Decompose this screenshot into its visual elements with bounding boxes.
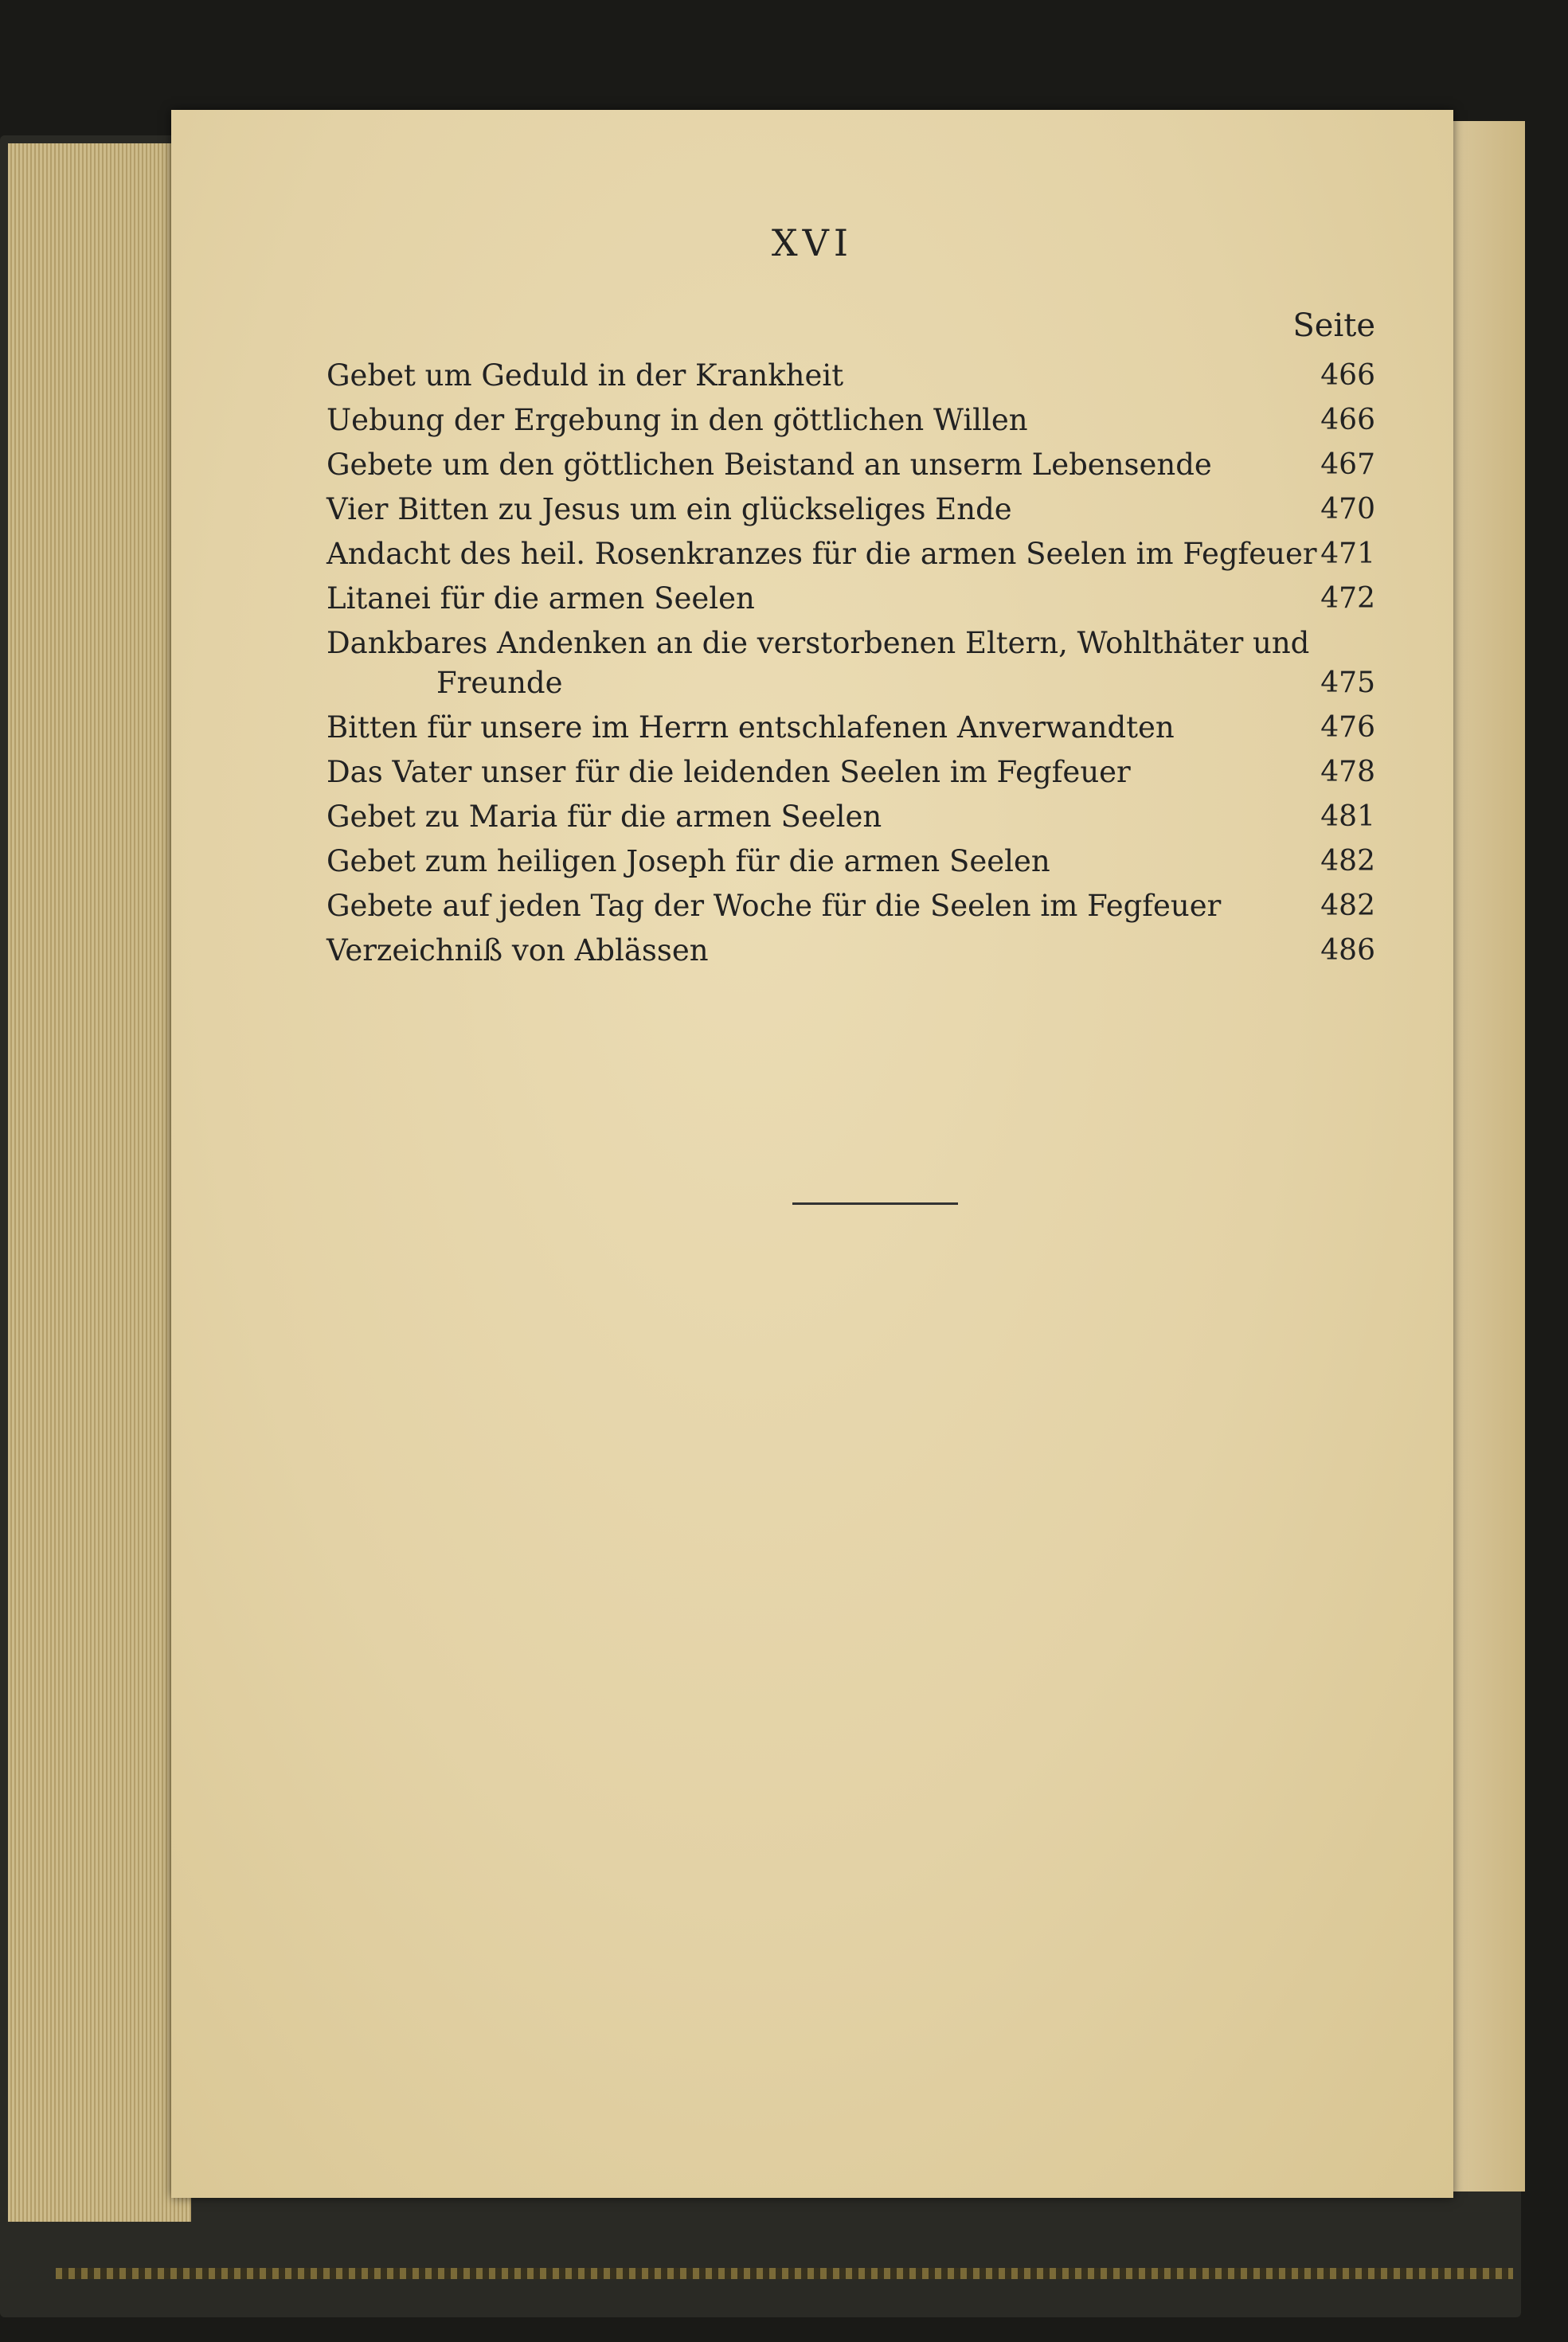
toc-entry — [327, 492, 1375, 537]
toc-entry — [327, 710, 1375, 755]
gilt-edge-border — [56, 2268, 1513, 2279]
toc-entry-title: Litanei für die armen Seelen — [327, 581, 755, 616]
toc-entry — [327, 537, 1375, 581]
toc-entry — [327, 358, 1375, 403]
toc-entry — [327, 755, 1375, 800]
toc-entry-title: Andacht des heil. Rosenkranzes für die armen Seelen im Fegfeuer — [327, 537, 1317, 571]
toc-entry — [327, 800, 1375, 844]
toc-entry — [327, 403, 1375, 448]
toc-entry-title: Gebet um Geduld in der Krankheit — [327, 358, 844, 393]
toc-entry-page: 472 — [1320, 582, 1375, 615]
section-divider-rule — [792, 1202, 958, 1205]
next-page-edge — [1453, 121, 1525, 2191]
toc-entry — [327, 448, 1375, 492]
toc-entry — [327, 581, 1375, 626]
toc-entry — [327, 626, 1375, 710]
toc-entry-title: Bitten für unsere im Herrn entschlafenen Anverwandten — [327, 710, 1175, 745]
toc-entry-page: 475 — [1320, 667, 1375, 699]
toc-entry-page: 482 — [1320, 889, 1375, 922]
toc-entry-page: 466 — [1320, 359, 1375, 392]
toc-entry — [327, 844, 1375, 889]
book-page — [171, 110, 1453, 2198]
toc-entry-page: 482 — [1320, 845, 1375, 878]
toc-entry-title: Gebete auf jeden Tag der Woche für die Seelen im Fegfeuer — [327, 889, 1222, 923]
toc-entry-title: Gebet zum heiligen Joseph für die armen Seelen — [327, 844, 1050, 878]
toc-entry-title: Dankbares Andenken an die verstorbenen Eltern, Wohlthäter und — [327, 626, 1310, 660]
toc-entry-page: 476 — [1320, 711, 1375, 744]
toc-entry-page: 481 — [1320, 800, 1375, 833]
toc-entry — [327, 933, 1375, 978]
toc-entry-page: 486 — [1320, 934, 1375, 967]
toc-entry-title-continued: Freunde — [436, 666, 563, 700]
toc-entry-page: 466 — [1320, 404, 1375, 436]
toc-entry-page: 471 — [1320, 538, 1375, 570]
toc-entry-title: Vier Bitten zu Jesus um ein glückseliges Ende — [327, 492, 1012, 526]
toc-entry-page: 470 — [1320, 493, 1375, 526]
toc-entry-title: Das Vater unser für die leidenden Seelen im Fegfeuer — [327, 755, 1131, 789]
toc-entry-page: 478 — [1320, 756, 1375, 788]
toc-entry — [327, 889, 1375, 933]
toc-entry-page: 467 — [1320, 448, 1375, 481]
page-number-header: XVI — [771, 221, 854, 264]
toc-entry-title: Gebet zu Maria für die armen Seelen — [327, 800, 882, 834]
toc-entry-title: Verzeichniß von Ablässen — [327, 933, 709, 968]
toc-entry-title: Uebung der Ergebung in den göttlichen Willen — [327, 403, 1028, 437]
seite-column-label: Seite — [1292, 307, 1375, 344]
page-stack-edge — [8, 143, 191, 2222]
table-of-contents — [327, 358, 1375, 978]
toc-entry-title: Gebete um den göttlichen Beistand an unserm Lebensende — [327, 448, 1212, 482]
